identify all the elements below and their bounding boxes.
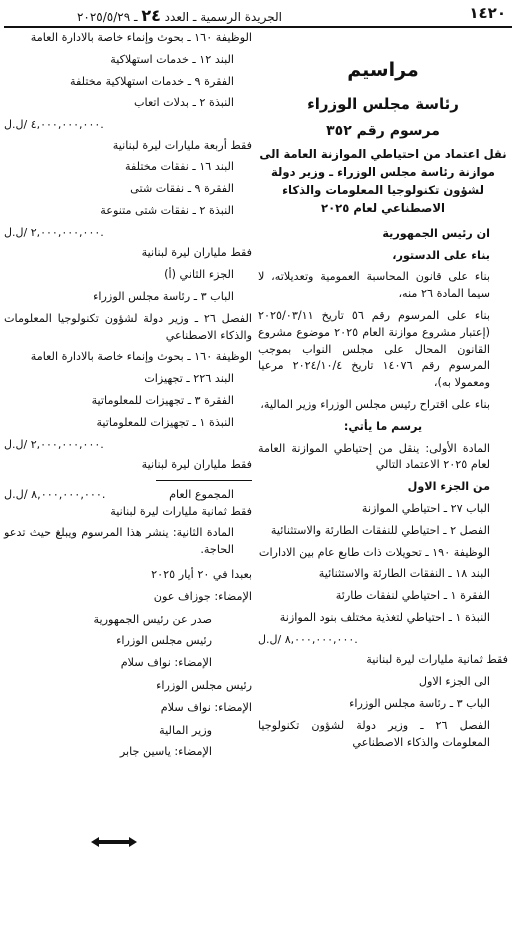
issue-number: ٢٤ <box>141 6 161 25</box>
text-line: النبذة ٢ ـ نفقات شتى متنوعة <box>100 204 234 218</box>
total-value: ٨,٠٠٠,٠٠٠,٠٠٠ /ل.ل. <box>4 487 106 501</box>
text-line: فقط ثمانية مليارات ليرة لبنانية <box>366 653 508 667</box>
signature-prime-minister: الإمضاء: نواف سلام <box>120 656 212 670</box>
signature-prime-minister-2: الإمضاء: نواف سلام <box>160 700 252 714</box>
gazette-title <box>77 6 282 25</box>
text-line: بناء على المرسوم رقم ٥٦ تاريخ ٢٠٢٥/٠٣/١١ (إعتبار مشروع موازنة العام ٢٠٢٥ موضوع مشروع القانون المحال على مجلس النواب بموجب المرسوم رقم ١٤٠٧٦ تاريخ ٢٠٢٤/١٠/٤ مرعيا ومعمولا به)، <box>258 309 491 390</box>
decree-subject: نقل اعتماد من احتياطي الموازنة العامة الى موازنة رئاسة مجلس الوزراء ـ وزير دولة لشؤون تكنولوجيا المعلومات والذكاء الاصطناعي لعام ٢٠٢٥ <box>259 147 507 215</box>
text-line: الفقرة ٩ ـ خدمات استهلاكية مختلفة <box>69 74 234 88</box>
text-line: البند ٢٢٦ ـ تجهيزات <box>144 372 234 386</box>
signature-president: الإمضاء: جوزاف عون <box>153 589 252 603</box>
issued-by: صدر عن رئيس الجمهورية <box>93 612 212 626</box>
text-line: الفصل ٢ ـ احتياطي للنفقات الطارئة والاستثنائية <box>270 523 490 537</box>
text-line: فقط أربعة مليارات ليرة لبنانية <box>112 138 252 152</box>
text-line: فقط ملياران ليرة لبنانية <box>141 246 252 260</box>
text-line: المادة الأولى: ينقل من إحتياطي الموازنة العامة لعام ٢٠٢٥ الاعتماد التالي <box>258 441 490 472</box>
text-line: البند ١٨ ـ النفقات الطارئة والاستثنائية <box>318 567 490 581</box>
amount-line: ٢,٠٠٠,٠٠٠,٠٠٠ /ل.ل. <box>4 225 104 239</box>
divider <box>156 480 252 481</box>
section-title: مراسيم <box>347 59 419 81</box>
amount-line: ٤,٠٠٠,٠٠٠,٠٠٠ /ل.ل. <box>4 118 104 132</box>
allocation-list <box>4 30 252 474</box>
text-line: الباب ٣ ـ رئاسة مجلس الوزراء <box>93 289 234 303</box>
amount-line: ٢,٠٠٠,٠٠٠,٠٠٠ /ل.ل. <box>4 437 104 451</box>
grand-total <box>4 487 252 504</box>
amount-line: ٨,٠٠٠,٠٠٠,٠٠٠ /ل.ل. <box>258 632 358 646</box>
date-line: بعبدا في ٢٠ أيار ٢٠٢٥ <box>151 568 252 582</box>
finance-minister-title: وزير المالية <box>159 723 212 737</box>
decree-body <box>258 226 508 751</box>
text-line: البند ١٦ ـ نفقات مختلفة <box>124 160 234 174</box>
page-number: ١٤٢٠ <box>469 4 506 22</box>
gazette-name: الجريدة الرسمية ـ العدد <box>164 10 282 24</box>
right-column <box>258 30 508 756</box>
text-line: الفقرة ٩ ـ نفقات شتى <box>130 182 234 196</box>
text-line: النبذة ١ ـ تجهيزات للمعلوماتية <box>96 415 234 429</box>
text-line: الوظيفة ١٦٠ ـ بحوث وإنماء خاصة بالادارة العامة <box>30 31 252 44</box>
text-line: النبذة ١ ـ احتياطي لتغذية مختلف بنود الموازنة <box>279 611 490 625</box>
text-line: الفصل ٢٦ ـ وزير دولة لشؤون تكنولوجيا المعلومات والذكاء الاصطناعي <box>4 311 252 342</box>
total-words: فقط ثمانية مليارات ليرة لبنانية <box>110 504 252 518</box>
page-header <box>4 4 512 28</box>
text-line: الفقرة ٣ ـ تجهيزات للمعلوماتية <box>91 393 234 407</box>
text-line: الباب ٢٧ ـ احتياطي الموازنة <box>361 502 490 516</box>
total-label: المجموع العام <box>169 487 234 501</box>
text-line: ان رئيس الجمهورية <box>382 226 490 240</box>
prime-minister-title-2: رئيس مجلس الوزراء <box>156 679 252 693</box>
text-line: فقط ملياران ليرة لبنانية <box>141 458 252 472</box>
signature-finance-minister: الإمضاء: ياسين جابر <box>119 745 212 759</box>
text-line: بناء على الدستور، <box>392 248 490 262</box>
text-line: الوظيفة ١٦٠ ـ بحوث وإنماء خاصة بالادارة العامة <box>30 350 252 364</box>
text-line: يرسم ما يأتي: <box>343 419 423 433</box>
text-line: الباب ٣ ـ رئاسة مجلس الوزراء <box>349 696 490 710</box>
text-line: الفقرة ١ ـ احتياطي لنفقات طارئة <box>335 589 490 603</box>
prime-minister-title: رئيس مجلس الوزراء <box>116 634 212 648</box>
decree-number: مرسوم رقم ٣٥٢ <box>326 123 440 139</box>
end-ornament <box>96 840 132 844</box>
text-line: البند ١٢ ـ خدمات استهلاكية <box>110 52 234 66</box>
article-two: المادة الثانية: ينشر هذا المرسوم ويبلغ حيث تدعو الحاجة. <box>4 526 234 557</box>
text-line: الوظيفة ١٩٠ ـ تحويلات ذات طابع عام بين الادارات <box>258 545 490 559</box>
text-line: الفصل ٢٦ ـ وزير دولة لشؤون تكنولوجيا المعلومات والذكاء الاصطناعي <box>258 718 490 749</box>
presidency-heading: رئاسة مجلس الوزراء <box>307 94 459 113</box>
text-line: الى الجزء الاول <box>418 675 490 689</box>
text-line: بناء على قانون المحاسبة العمومية وتعديلاته، لا سيما المادة ٢٦ منه، <box>258 270 490 301</box>
text-line: بناء على اقتراح رئيس مجلس الوزراء وزير المالية، <box>260 398 490 412</box>
text-line: من الجزء الاول <box>407 480 490 494</box>
issue-date: ـ ٢٠٢٥/٥/٢٩ <box>76 10 138 24</box>
text-line: الجزء الثاني (أ) <box>164 268 234 282</box>
text-line: النبذة ٢ ـ بدلات اتعاب <box>134 96 234 110</box>
left-column <box>4 30 252 766</box>
